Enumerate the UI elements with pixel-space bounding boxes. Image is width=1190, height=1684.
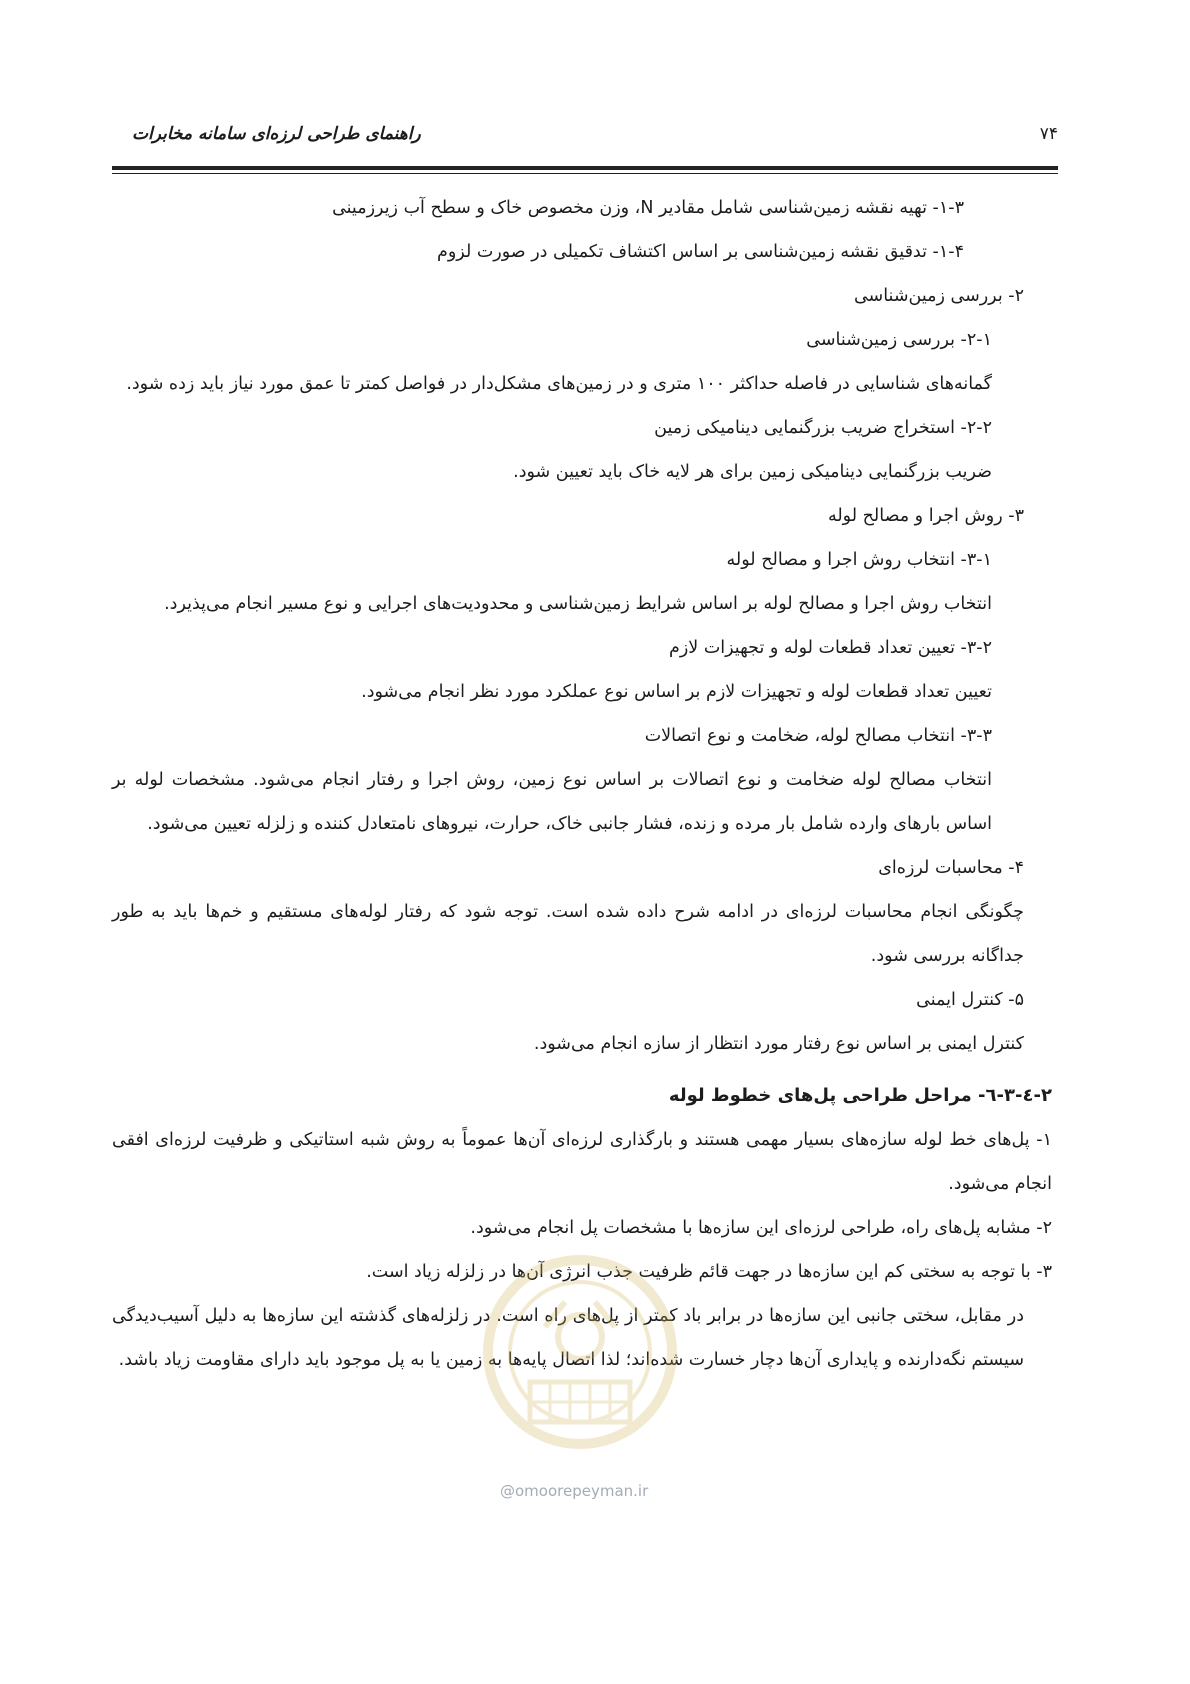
header-rule-thin xyxy=(112,173,1058,174)
paragraph: چگونگی انجام محاسبات لرزه‌ای در ادامه شرح داده شده است. توجه شود که رفتار لوله‌های مستقیم و خم‌ها باید به طور جداگانه بررسی شود. xyxy=(112,902,1024,966)
paragraph: کنترل ایمنی بر اساس نوع رفتار مورد انتظار از سازه انجام می‌شود. xyxy=(533,1034,1024,1054)
paragraph: انتخاب مصالح لوله ضخامت و نوع اتصالات بر اساس نوع زمین، روش اجرا و رفتار انجام می‌شود. مشخصات لوله بر اساس بارهای وارده شامل بار مرده و زنده، فشار جانبی خاک، حرارت، نیروهای نامتعادل کننده و زلزله تعیین می‌شود. xyxy=(112,770,992,834)
paragraph: تعیین تعداد قطعات لوله و تجهیزات لازم بر اساس نوع عملکرد مورد نظر انجام می‌شود. xyxy=(361,682,992,702)
paragraph: در مقابل، سختی جانبی این سازه‌ها در برابر باد کمتر از پل‌های راه است. در زلزله‌های گذشته این سازه‌ها به دلیل آسیب‌دیدگی سیستم نگه‌دارنده و پایداری آن‌ها دچار خسارت شده‌اند؛ لذا اتصال پایه‌ها به زمین یا به پل موجود باید دارای مقاومت زیاد باشد. xyxy=(112,1306,1024,1370)
body-text xyxy=(112,186,1052,1382)
list-item: ۲-۲- استخراج ضریب بزرگنمایی دینامیکی زمین xyxy=(654,418,992,438)
paragraph: ضریب بزرگنمایی دینامیکی زمین برای هر لایه خاک باید تعیین شود. xyxy=(513,462,992,482)
list-item: ۵- کنترل ایمنی xyxy=(916,990,1024,1010)
list-item: ۲-۱- بررسی زمین‌شناسی xyxy=(806,330,992,350)
paragraph: گمانه‌های شناسایی در فاصله حداکثر ۱۰۰ متری و در زمین‌های مشکل‌دار در فواصل کمتر تا عمق مورد نیاز باید زده شود. xyxy=(126,374,992,394)
list-item: ۳-۱- انتخاب روش اجرا و مصالح لوله xyxy=(726,550,992,570)
list-item: ۲- بررسی زمین‌شناسی xyxy=(853,286,1024,306)
list-item: ۱-۴- تدقیق نقشه زمین‌شناسی بر اساس اکتشاف تکمیلی در صورت لزوم xyxy=(437,242,964,262)
running-title: راهنمای طراحی لرزه‌ای سامانه مخابرات xyxy=(132,124,421,144)
page-header xyxy=(112,124,1058,154)
list-item: ۱-۳- تهیه نقشه زمین‌شناسی شامل مقادیر N، وزن مخصوص خاک و سطح آب زیرزمینی xyxy=(332,198,964,218)
watermark-text: @omoorepeyman.ir xyxy=(500,1482,649,1500)
list-item: ۲- مشابه پل‌های راه، طراحی لرزه‌ای این سازه‌ها با مشخصات پل انجام می‌شود. xyxy=(470,1218,1052,1238)
list-item: ۳- روش اجرا و مصالح لوله xyxy=(827,506,1024,526)
paragraph: انتخاب روش اجرا و مصالح لوله بر اساس شرایط زمین‌شناسی و محدودیت‌های اجرایی و نوع مسیر انجام می‌پذیرد. xyxy=(164,594,992,614)
section-heading: ۲-٤-۳-٦- مراحل طراحی پل‌های خطوط لوله xyxy=(668,1085,1052,1106)
list-item: ۳-۲- تعیین تعداد قطعات لوله و تجهیزات لازم xyxy=(668,638,992,658)
header-rule-thick xyxy=(112,166,1058,170)
list-item: ۴- محاسبات لرزه‌ای xyxy=(878,858,1024,878)
list-item: ۳-۳- انتخاب مصالح لوله، ضخامت و نوع اتصالات xyxy=(644,726,992,746)
page-number: ۷۴ xyxy=(1039,124,1058,144)
list-item: ۳- با توجه به سختی کم این سازه‌ها در جهت قائم ظرفیت جذب انرژی آن‌ها در زلزله زیاد است. xyxy=(366,1262,1052,1282)
watermark-seal-icon xyxy=(470,1232,690,1482)
list-item: ۱- پل‌های خط لوله سازه‌های بسیار مهمی هستند و بارگذاری لرزه‌ای آن‌ها عموماً به روش شبه استاتیکی و ظرفیت لرزه‌ای افقی انجام می‌شود. xyxy=(112,1130,1052,1194)
